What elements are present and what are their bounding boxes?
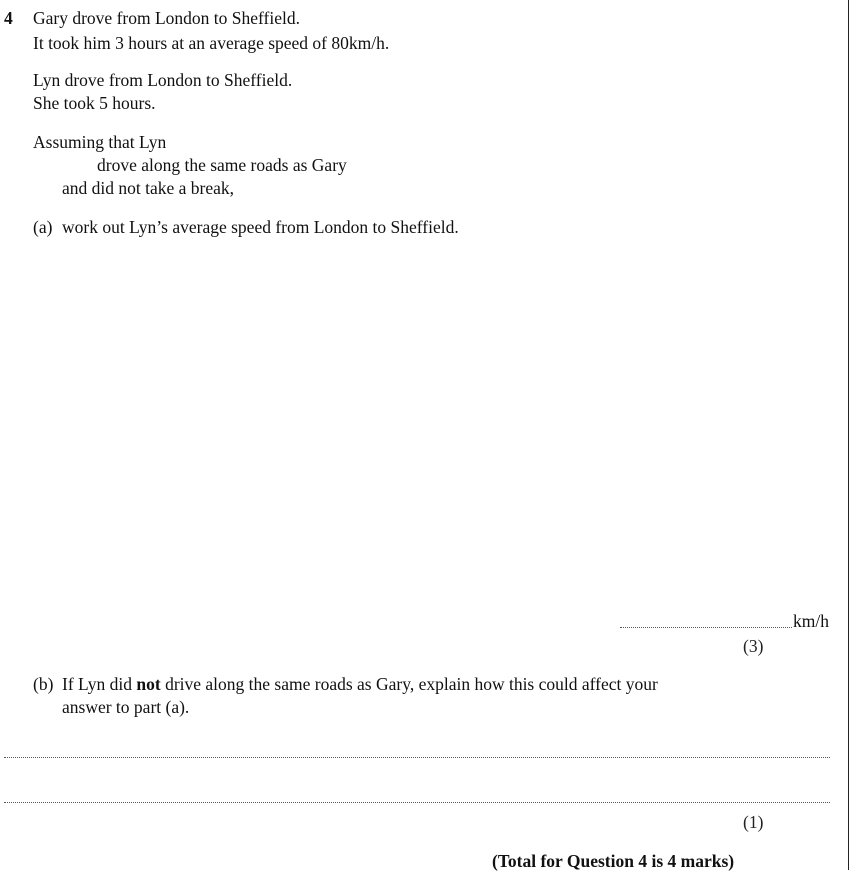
total-marks: (Total for Question 4 is 4 marks) <box>492 851 735 871</box>
intro-line-1: Gary drove from London to Sheffield. <box>33 8 300 28</box>
page-edge-rule <box>848 0 849 870</box>
intro-line-3: Lyn drove from London to Sheffield. <box>33 70 293 90</box>
part-a-marks: (3) <box>743 636 764 656</box>
assumption-lead: Assuming that Lyn <box>33 132 167 152</box>
intro-line-4: She took 5 hours. <box>33 93 156 113</box>
part-b-marks: (1) <box>743 812 764 832</box>
part-b-text-bold: not <box>136 674 161 694</box>
part-b-answer-line-2[interactable] <box>4 802 830 803</box>
part-b-text-before: If Lyn did <box>62 674 137 694</box>
part-b-text-line-2: answer to part (a). <box>62 697 190 717</box>
part-a-answer-line[interactable] <box>620 627 792 628</box>
part-a-label: (a) <box>33 217 53 237</box>
assumption-point-1: drove along the same roads as Gary <box>97 155 347 175</box>
question-number: 4 <box>4 8 13 28</box>
assumption-point-2: and did not take a break, <box>62 178 235 198</box>
part-b-text-after: drive along the same roads as Gary, explain how this could affect your <box>160 674 658 694</box>
part-b-label: (b) <box>33 674 54 694</box>
part-b-answer-line-1[interactable] <box>4 757 830 758</box>
intro-line-2: It took him 3 hours at an average speed of 80km/h. <box>33 33 390 53</box>
part-b-text <box>62 674 658 695</box>
part-a-unit: km/h <box>793 611 829 631</box>
part-a-text: work out Lyn’s average speed from London to Sheffield. <box>62 217 459 237</box>
